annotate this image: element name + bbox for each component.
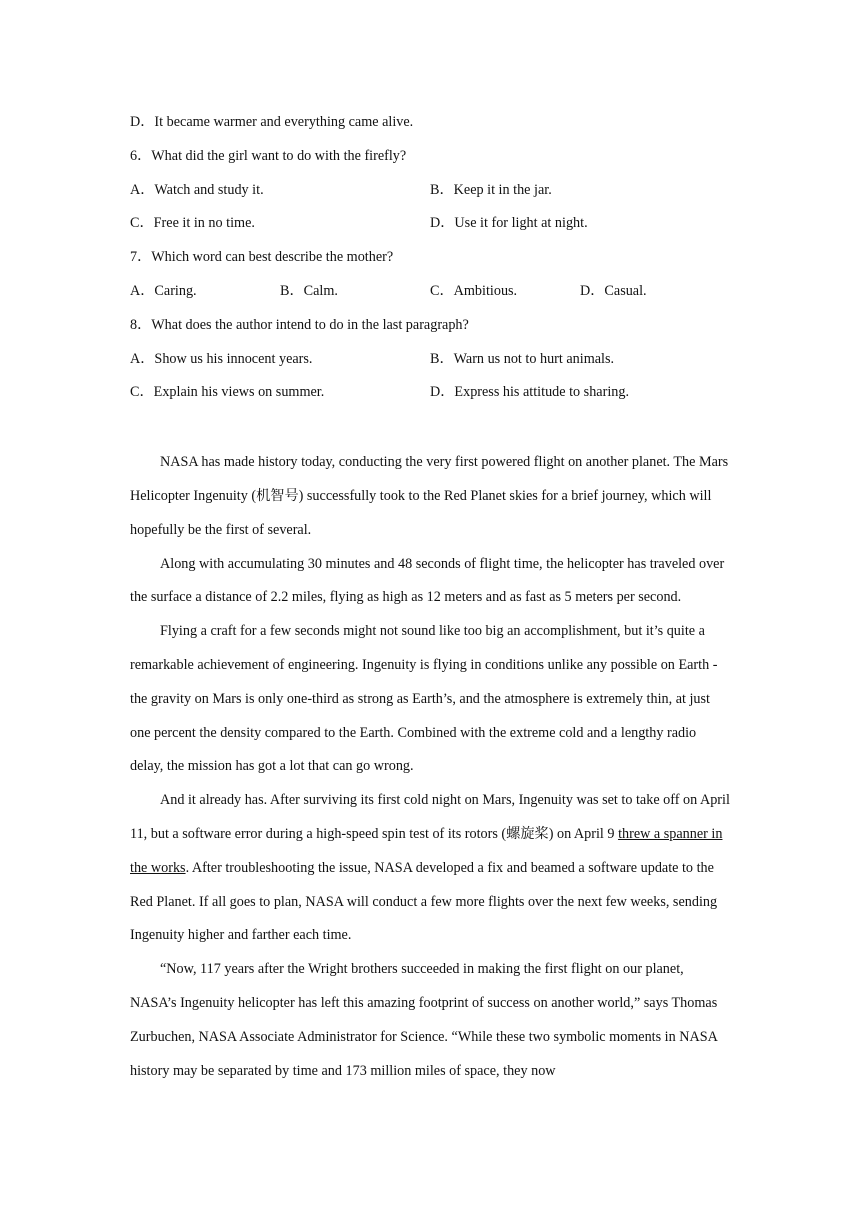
q6-option-b: B．Keep it in the jar. — [430, 181, 552, 198]
q7-question: 7．Which word can best describe the mother? — [130, 249, 394, 266]
q8-option-a: A．Show us his innocent years. — [130, 350, 313, 367]
q7-option-c: C．Ambitious. — [430, 282, 518, 299]
q6-option-d: D．Use it for light at night. — [430, 215, 588, 232]
q8-option-b: B．Warn us not to hurt animals. — [430, 350, 615, 367]
q6-question: 6．What did the girl want to do with the firefly? — [130, 147, 407, 164]
passage-paragraph-2: Along with accumulating 30 minutes and 48 seconds of flight time, the helicopter has traveled over the surface a distance of 2.2 miles, flying as high as 12 meters and as fast as 5 meters per second. — [130, 555, 725, 606]
q8-option-d: D．Express his attitude to sharing. — [430, 384, 629, 401]
document-page — [130, 108, 732, 1088]
q8-question: 8．What does the author intend to do in the last paragraph? — [130, 316, 469, 333]
passage-paragraph-4-start: And it already has. After surviving its first cold night on Mars, Ingenuity was set to take off on April 11, but a software error during a high-speed spin test of its rotors (螺旋桨) on April 9 — [130, 792, 730, 842]
q6-options-row-1 — [130, 176, 732, 210]
passage-paragraph-3: Flying a craft for a few seconds might not sound like too big an accomplishment, but it’s quite a remarkable achievement of engineering. Ingenuity is flying in conditions unlike any possible on Earth - the gravity on Mars is only one-third as strong as Earth’s, and the atmosphere is extremely thin, at just one percent the density compared to the Earth. Combined with the extreme cold and a lengthy radio delay, the mission has got a lot that can go wrong. — [130, 623, 718, 775]
q6-option-a: A．Watch and study it. — [130, 181, 264, 198]
q8-options-row-1 — [130, 345, 732, 379]
q6-options-row-2 — [130, 209, 732, 243]
q7-option-d: D．Casual. — [580, 282, 647, 299]
q7-options-row — [130, 277, 732, 311]
q5-option-d: D．It became warmer and everything came alive. — [130, 114, 414, 130]
q8-options-row-2 — [130, 378, 732, 412]
q8-option-c: C．Explain his views on summer. — [130, 384, 325, 401]
passage-paragraph-4 — [130, 784, 732, 953]
passage-paragraph-1: NASA has made history today, conducting the very first powered flight on another planet. The Mars Helicopter Ingenuity (机智号) successfully took to the Red Planet skies for a brief journey, which will hopefully be the first of several. — [130, 454, 729, 538]
passage-paragraph-5: “Now, 117 years after the Wright brothers succeeded in making the first flight on our planet, NASA’s Ingenuity helicopter has left this amazing footprint of success on another world,” says Thomas Zurbuchen, NASA Associate Administrator for Science. “While these two symbolic moments in NASA history may be separated by time and 173 million miles of space, they now — [130, 961, 718, 1079]
underlined-phrase: threw a spanner in the works — [130, 825, 723, 876]
q7-option-a: A．Caring. — [130, 282, 197, 299]
passage-paragraph-4-end: . After troubleshooting the issue, NASA developed a fix and beamed a software update to the Red Planet. If all goes to plan, NASA will conduct a few more flights over the next few weeks, sending Ingenuity higher and farther each time. — [130, 859, 718, 944]
section-gap — [130, 412, 732, 446]
q7-option-b: B．Calm. — [280, 282, 338, 299]
q6-option-c: C．Free it in no time. — [130, 215, 255, 232]
